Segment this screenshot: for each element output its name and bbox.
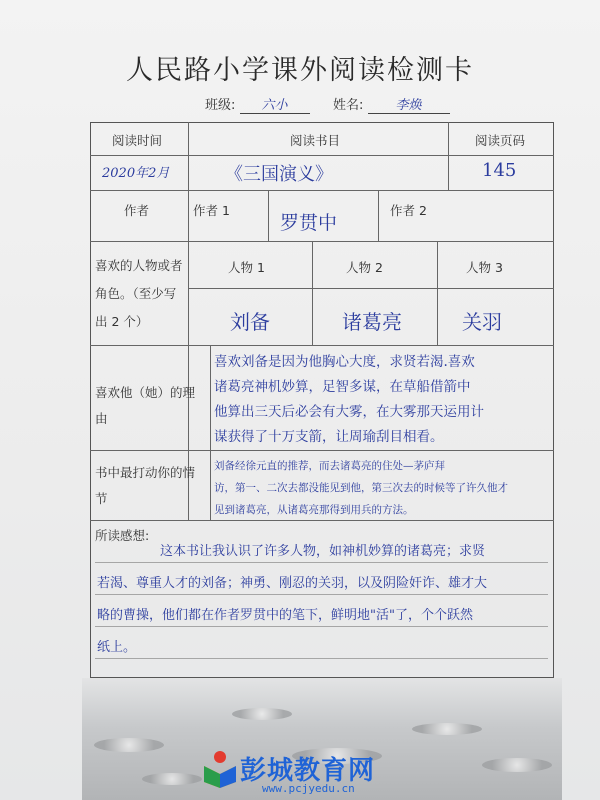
ruled-line <box>95 594 548 595</box>
plot-line: 见到诸葛亮，从诸葛亮那得到用兵的方法。 <box>214 504 414 516</box>
thoughts-line: 纸上。 <box>97 640 137 655</box>
plot-text <box>214 455 552 521</box>
character3-value: 关羽 <box>462 310 502 334</box>
favorite-characters-label: 喜欢的人物或者角色。（至少写出 2 个） <box>95 258 183 329</box>
books-logo-icon <box>200 748 240 788</box>
thoughts-line: 略的曹操，他们都在作者罗贯中的笔下，鲜明地"活"了，个个跃然 <box>97 608 473 623</box>
character1-label: 人物 1 <box>228 260 265 275</box>
plot-line: 访，第一、二次去都没能见到他，第三次去的时候等了许久他才 <box>214 482 508 494</box>
author1-label: 作者 1 <box>193 203 230 218</box>
character2-label: 人物 2 <box>346 260 383 275</box>
character3-label: 人物 3 <box>466 260 503 275</box>
class-value: 六小 <box>240 94 310 114</box>
reason-line: 喜欢刘备是因为他胸心大度，求贤若渴.喜欢 <box>214 354 475 370</box>
plot-label: 书中最打动你的情节 <box>95 465 196 506</box>
reason-line: 他算出三天后必会有大雾，在大雾那天运用计 <box>214 404 484 420</box>
reason-text <box>214 350 552 450</box>
reading-time-header: 阅读时间 <box>112 133 163 148</box>
ruled-line <box>95 562 548 563</box>
plot-line: 刘备经徐元直的推荐，而去诸葛亮的住处—茅庐拜 <box>214 460 445 472</box>
logo-url: www.pcjyedu.cn <box>262 782 355 795</box>
author2-label: 作者 2 <box>390 203 427 218</box>
logo-text: 彭城教育网 <box>240 755 376 786</box>
author-label: 作者 <box>124 203 150 218</box>
thoughts-label: 所读感想: <box>95 528 150 543</box>
class-field <box>205 94 310 114</box>
thoughts-line: 若渴、尊重人才的刘备；神勇、刚忍的关羽，以及阴险奸诈、雄才大 <box>97 576 488 591</box>
name-field <box>333 94 450 114</box>
reading-date: 2020年2月 <box>102 166 170 181</box>
pages-value: 145 <box>482 160 517 181</box>
character1-value: 刘备 <box>230 310 270 334</box>
reason-line: 诸葛亮神机妙算，足智多谋，在草船借箭中 <box>214 379 471 395</box>
pages-header: 阅读页码 <box>475 133 526 148</box>
character2-value: 诸葛亮 <box>342 310 402 334</box>
reason-line: 谋获得了十万支箭，让周瑜刮目相看。 <box>214 429 444 445</box>
book-title-header: 阅读书目 <box>290 133 341 148</box>
page-title: 人民路小学课外阅读检测卡 <box>126 55 474 86</box>
ruled-line <box>95 658 548 659</box>
book-name: 《三国演义》 <box>225 164 333 185</box>
thoughts-line: 这本书让我认识了许多人物，如神机妙算的诸葛亮；求贤 <box>160 544 486 559</box>
ruled-line <box>95 626 548 627</box>
reason-label: 喜欢他（她）的理由 <box>95 385 196 426</box>
class-label: 班级: <box>205 98 236 113</box>
name-label: 姓名: <box>333 98 364 113</box>
author1-value: 罗贯中 <box>280 212 338 234</box>
name-value: 李焕 <box>368 94 450 114</box>
